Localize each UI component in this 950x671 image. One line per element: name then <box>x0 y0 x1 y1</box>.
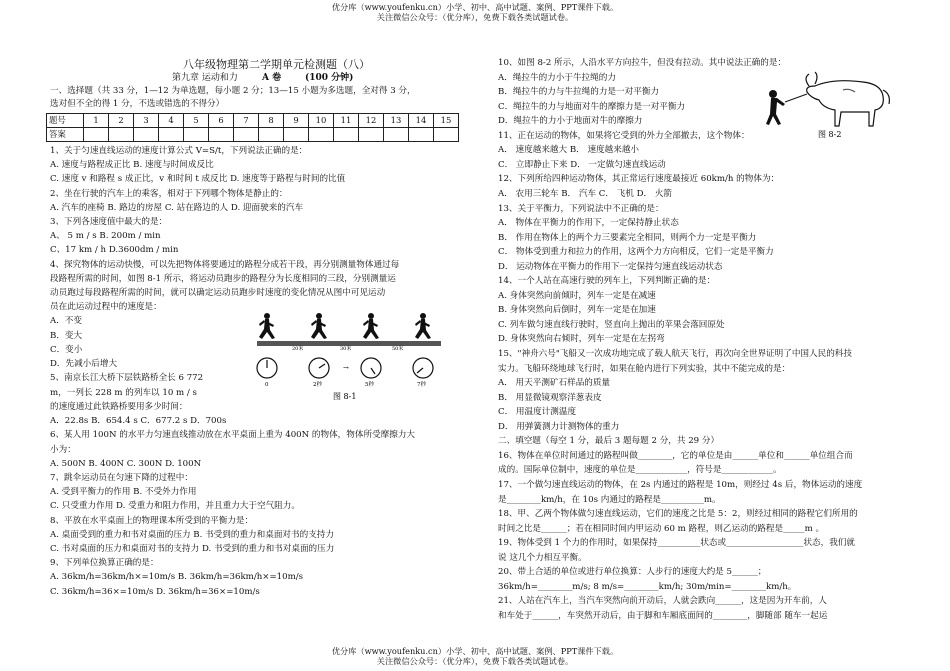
question-line: A. 受到平衡力的作用 B. 不受外力作用 <box>50 487 197 498</box>
answer-number: 5 <box>184 114 209 128</box>
time-label: 0 <box>265 382 269 388</box>
question-line: B. 身体突然向后倒时，列车一定是在加速 <box>498 305 656 316</box>
question-line: C. 36km/h=36×=10m/s D. 36km/h=36×=10m/s <box>50 586 260 597</box>
page-title: 八年级物理第二学期单元检测题（八） <box>183 58 370 71</box>
question-line[interactable]: 19、物体受到 1 个力的作用时，如果保持__________状态或__________________状态，我们就 <box>498 538 856 549</box>
question-line: A． 物体在平衡力的作用下，一定保持静止状态 <box>498 218 679 229</box>
question-line: A．绳拉牛的力小于牛拉绳的力 <box>498 72 616 83</box>
question-line: C. 只受重力作用 D. 受重力和阻力作用，并且重力大于空气阻力。 <box>50 501 300 512</box>
question-line: 10、如图 8-2 所示，人沿水平方向拉牛，但没有拉动。其中说法正确的是： <box>498 58 787 68</box>
segment-mark: 30米 <box>340 346 352 352</box>
answer-cell[interactable] <box>284 128 309 142</box>
runner-icon <box>363 313 379 339</box>
runner-icon <box>259 313 275 339</box>
answer-cell[interactable] <box>84 128 109 142</box>
question-line[interactable]: 成的。国际单位制中，速度的单位是____________，符号是____________。 <box>498 465 782 476</box>
question-line[interactable]: 20、带上合适的单位或进行单位换算：人步行的速度大约是 5______； <box>498 567 767 578</box>
question-line: 11、正在运动的物体，如果将它受到的外力全部撤去，这个物体： <box>498 130 750 141</box>
question-line: C、17 km / h D.3600dm / min <box>50 245 179 256</box>
time-label: 5秒 <box>365 382 374 388</box>
answer-cell[interactable] <box>159 128 184 142</box>
footer-line-2: 关注微信公众号：（优分库），免费下载各类试题试卷。 <box>376 655 574 666</box>
question-line: C． 物体受到重力和拉力的作用，这两个力方向相反，它们一定是平衡力 <box>498 247 774 258</box>
question-line[interactable]: 36km/h=________m/s; 8 m/s=________km/h; 30m/min=________km/h。 <box>498 581 797 592</box>
question-line: 8、平放在水平桌面上的物理课本所受到的平衡力是： <box>50 515 254 526</box>
subtitle-volume: A 卷 <box>262 73 282 83</box>
question-line: C. 速度 v 和路程 s 成正比，v 和时间 t 成反比 D. 速度等于路程与时间的比值 <box>50 174 346 185</box>
answer-number: 2 <box>109 114 134 128</box>
answer-table-label-number: 题号 <box>47 114 84 128</box>
question-line: A. 身体突然向前倾时，列车一定是在减速 <box>498 290 656 301</box>
question-line: A．不变 <box>50 316 82 327</box>
question-line: 实力。飞船环绕地球飞行时，如果在舱内进行下列实验，其中不能完成的是： <box>498 363 791 374</box>
answer-cell[interactable] <box>234 128 259 142</box>
question-line: 3、下列各速度值中最大的是： <box>50 217 168 227</box>
question-line[interactable]: 是________km/h，在 10s 内通过的路程是__________m。 <box>498 494 721 505</box>
answer-number: 14 <box>409 114 434 128</box>
rope-line <box>785 94 807 102</box>
answer-cell[interactable] <box>109 128 134 142</box>
answer-cell[interactable] <box>309 128 334 142</box>
question-line: C. 列车做匀速直线行驶时，竖直向上抛出的苹果会落回原处 <box>498 319 725 330</box>
ox-icon <box>806 72 889 126</box>
answer-number: 10 <box>309 114 334 128</box>
answer-number: 7 <box>234 114 259 128</box>
question-line: 15、"神舟六号"飞船又一次成功地完成了载人航天飞行，再次向全世界证明了中国人民的科技 <box>498 349 852 359</box>
subtitle-duration: (100 分钟) <box>305 73 354 83</box>
answer-cell[interactable] <box>259 128 284 142</box>
question-line: 7、跳伞运动员在匀速下降的过程中： <box>50 473 193 483</box>
answer-number: 15 <box>434 114 459 128</box>
question-line: A. 36km/h=36km/h×=10m/s B. 36km/h=36km/h×=10m/s <box>50 572 304 583</box>
question-line: 二、填空题（每空 1 分，最后 3 题每题 2 分，共 29 分） <box>498 436 720 447</box>
question-line: 18、甲、乙两个物体做匀速直线运动，它们的速度之比是 5：2，则经过相同的路程它们所用的 <box>498 509 858 520</box>
question-line: C． 用温度计测温度 <box>498 407 577 418</box>
man-icon <box>766 90 785 125</box>
question-line: B．变大 <box>50 330 83 341</box>
question-line: B． 作用在物体上的两个力三要素完全相同，则两个力一定是平衡力 <box>498 232 757 243</box>
question-line: 17、一个做匀速直线运动的物体，在 2s 内通过的路程是 10m，则经过 4s 后，物体运动的速度 <box>498 479 863 490</box>
question-line: 13、关于平衡力，下列说法中不正确的是： <box>498 203 664 214</box>
question-line: C．变小 <box>50 344 83 355</box>
question-line: 小为： <box>50 444 76 455</box>
question-line: D．绳拉牛的力小于地面对牛的摩擦力 <box>498 116 643 127</box>
question-line: A、 5 m / s B. 200m / min <box>50 231 161 242</box>
section1-heading-2: 选对但不全的得 1 分，不选或错选的不得分） <box>50 99 225 109</box>
header-line-2: 关注微信公众号：（优分库），免费下载各类试题试卷。 <box>376 11 574 22</box>
answer-cell[interactable] <box>334 128 359 142</box>
section1-heading: 一、选择题（共 33 分，1—12 为单选题，每小题 2 分；13—15 小题为多选题，全对得 3 分， <box>50 86 416 96</box>
footer-line-1: 优分库（www.youfenku.cn）小学、初中、高中试题、案例、PPT课件下载。 <box>331 646 619 656</box>
answer-table <box>46 113 459 142</box>
question-line: C．绳拉牛的力与地面对牛的摩擦力是一对平衡力 <box>498 101 686 112</box>
question-line: 12、下列所给四种运动物体，其正常运行速度最接近 60km/h 的物体为： <box>498 174 780 185</box>
question-line: C． 立即静止下来 D． 一定做匀速直线运动 <box>498 159 666 170</box>
subtitle-chapter: 第九章 运动和力 <box>172 73 238 83</box>
question-line: A. 500N B. 400N C. 300N D. 100N <box>50 458 202 469</box>
question-line: A．22.8s B．654.4 s C．677.2 s D．700s <box>50 416 227 427</box>
answer-table-number-row <box>47 114 459 128</box>
time-label: 2秒 <box>313 382 322 388</box>
runner-icon <box>415 313 431 339</box>
answer-cell[interactable] <box>384 128 409 142</box>
question-line: A． 用天平测矿石样品的质量 <box>498 378 611 389</box>
question-line: m，一列长 228 m 的列车以 10 m / s <box>50 387 197 398</box>
answer-number: 9 <box>284 114 309 128</box>
figure-8-1-caption: 图 8-1 <box>333 392 357 401</box>
segment-mark: 20米 <box>292 346 304 352</box>
time-label: 7秒 <box>417 382 426 388</box>
question-line: 的速度通过此铁路桥要用多少时间： <box>50 401 188 412</box>
answer-table-answer-row <box>47 128 459 142</box>
question-line: 9、下列单位换算正确的是： <box>50 558 159 569</box>
question-line: 4、探究物体的运动快慢，可以先把物体将要通过的路程分成若干段，再分别测量物体通过每 <box>50 259 400 270</box>
answer-cell[interactable] <box>134 128 159 142</box>
question-line: A. 桌面受到的重力和书对桌面的压力 B. 书受到的重力和桌面对书的支持力 <box>50 529 334 540</box>
question-line: 5、南京长江大桥下层铁路桥全长 6 772 <box>50 373 204 384</box>
segment-mark: 50米 <box>392 346 404 352</box>
answer-cell[interactable] <box>409 128 434 142</box>
question-line[interactable]: 16、物体在单位时间通过的路程叫做________，它的单位是由______单位和______单位组合而 <box>498 450 853 461</box>
answer-cell[interactable] <box>184 128 209 142</box>
answer-cell[interactable] <box>209 128 234 142</box>
answer-number: 8 <box>259 114 284 128</box>
answer-number: 6 <box>209 114 234 128</box>
answer-number: 1 <box>84 114 109 128</box>
answer-number: 12 <box>359 114 384 128</box>
question-line[interactable]: 和车处于______，车突然开动后，由于脚和车厢底面间的________，脚随部 随车一起运 <box>498 610 828 621</box>
question-line: 段路程所需的时间，如图 8-1 所示，将运动员跑步的路程分为长度相同的三段，分别测量运 <box>50 273 396 284</box>
question-line: A． 农用三轮车 B． 汽车 C． 飞机 D． 火箭 <box>498 188 673 199</box>
answer-cell[interactable] <box>434 128 459 142</box>
question-line: 6、某人用 100N 的水平力匀速直线推动放在水平桌面上重为 400N 的物体，物体所受摩擦力大 <box>50 430 416 441</box>
arrow-icon: → <box>343 364 349 372</box>
question-line: B．绳拉牛的力与牛拉绳的力是一对平衡力 <box>498 87 660 98</box>
question-line: A． 速度越来越大 B． 速度越来越小 <box>498 145 640 156</box>
question-line: D． 运动物体在平衡力的作用下一定保持匀速直线运动状态 <box>498 261 723 272</box>
question-line: 2、坐在行驶的汽车上的乘客，相对于下列哪个物体是静止的： <box>50 188 288 199</box>
question-line[interactable]: 21、人站在汽车上，当汽车突然向前开动后，人就会跌向______，这是因为开车前，人 <box>498 596 827 607</box>
question-line: B． 用显微镜观察洋葱表皮 <box>498 392 602 403</box>
answer-cell[interactable] <box>359 128 384 142</box>
question-line: A. 汽车的座椅 B. 路边的房屋 C. 站在路边的人 D. 迎面驶来的汽车 <box>50 202 304 213</box>
question-line: 1、关于匀速直线运动的速度计算公式 V=S/t，下列说法正确的是： <box>50 146 308 156</box>
answer-number: 13 <box>384 114 409 128</box>
question-line: A. 速度与路程成正比 B. 速度与时间成反比 <box>50 160 214 171</box>
answer-table-label-answer: 答案 <box>47 128 84 142</box>
question-line: 说 这几个力相互平衡。 <box>498 552 587 563</box>
figure-8-1-runner-diagram <box>255 310 445 402</box>
header-line-1: 优分库（www.youfenku.cn）小学、初中、高中试题、案例、PPT课件下载。 <box>331 2 619 12</box>
question-line: 14、一个人站在高速行驶的列车上，下列判断正确的是： <box>498 276 716 287</box>
answer-number: 3 <box>134 114 159 128</box>
figure-8-2-caption: 图 8-2 <box>818 130 842 139</box>
question-line: D．先减小后增大 <box>50 359 118 369</box>
question-line: D． 用弹簧测力计测物体的重力 <box>498 421 620 432</box>
figure-8-2-man-pulling-ox <box>763 64 903 144</box>
question-line: D. 身体突然向右倾时，列车一定是在左拐弯 <box>498 334 665 345</box>
answer-number: 4 <box>159 114 184 128</box>
question-line: C. 书对桌面的压力和桌面对书的支持力 D. 书受到的重力和书对桌面的压力 <box>50 544 335 554</box>
question-line[interactable]: 时间之比是______；若在相同时间内甲运动 60 m 路程，则乙运动的路程是_____m 。 <box>498 523 825 534</box>
question-line: 动员跑过每段路程所需的时间，就可以确定运动员跑步时速度的变化情况从图中可见运动 <box>50 288 386 298</box>
answer-number: 11 <box>334 114 359 128</box>
runner-icon <box>311 313 327 339</box>
question-line: 员在此运动过程中的速度是： <box>50 302 162 313</box>
